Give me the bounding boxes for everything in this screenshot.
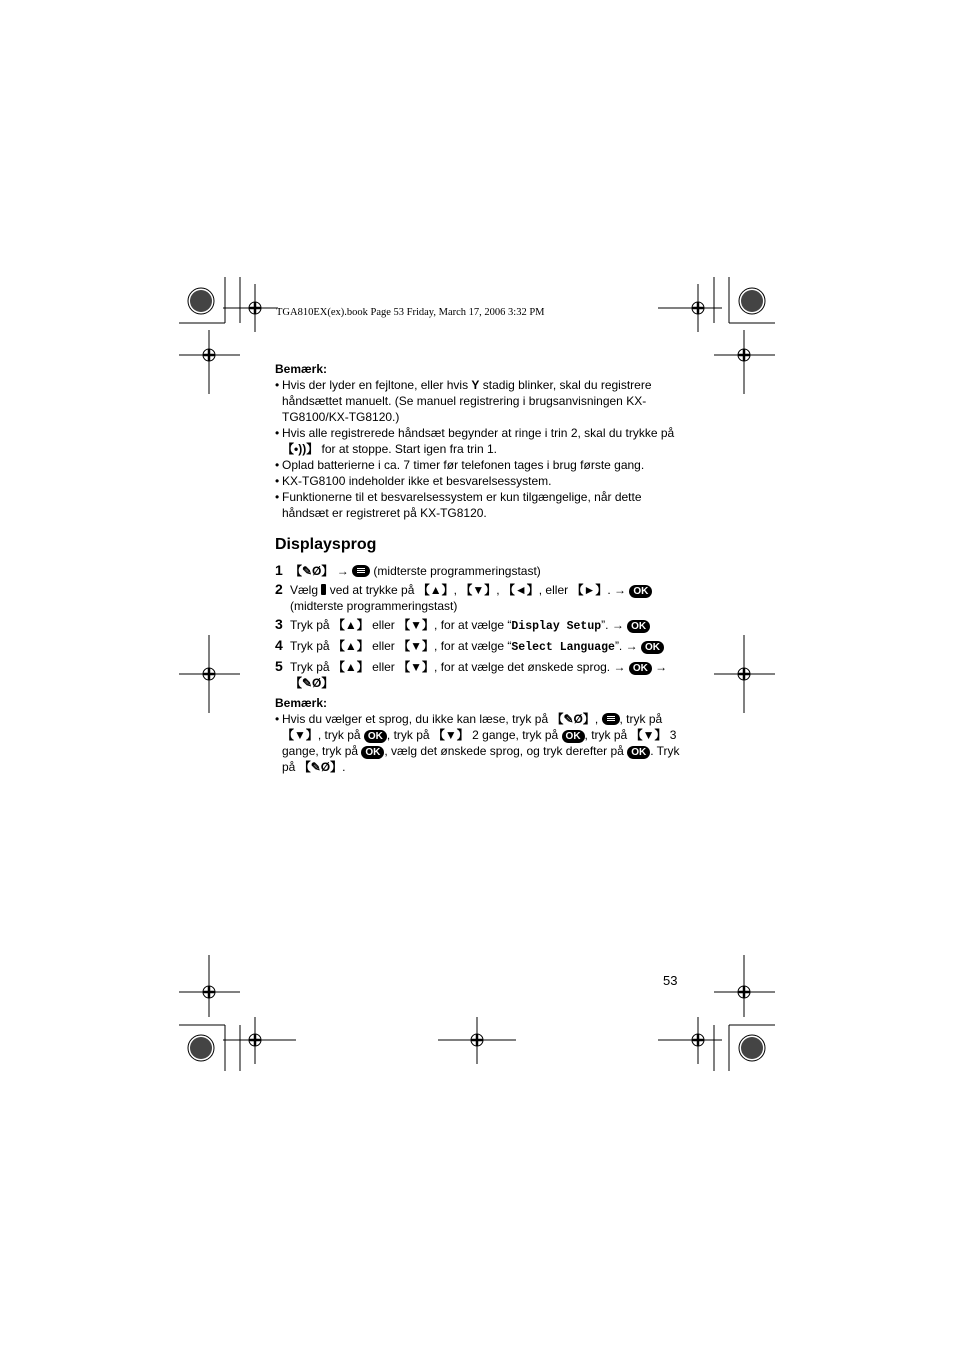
step-number: 1 bbox=[275, 562, 283, 578]
menu-key-icon: 【✎Ø】 bbox=[290, 676, 334, 690]
step-number: 2 bbox=[275, 581, 283, 597]
step-list bbox=[275, 563, 685, 691]
ok-icon: OK bbox=[641, 641, 664, 654]
step-item: 3 Tryk på 【▲】 eller 【▼】, for at vælge “Display Setup”. → OK bbox=[275, 617, 685, 635]
menu-key-icon: 【✎Ø】 bbox=[551, 712, 595, 726]
step-item: 2 Vælg ved at trykke på 【▲】, 【▼】, 【◄】, eller 【►】. → OK (midterste programmeringstast) bbox=[275, 582, 685, 614]
ok-icon: OK bbox=[627, 746, 650, 759]
step-number: 5 bbox=[275, 658, 283, 674]
arrow-icon: → bbox=[613, 660, 626, 674]
arrow-icon: → bbox=[625, 639, 638, 653]
up-key-icon: 【▲】 bbox=[332, 639, 369, 653]
note-title: Bemærk: bbox=[275, 362, 328, 376]
step-number: 3 bbox=[275, 616, 283, 632]
arrow-icon: → bbox=[611, 618, 624, 632]
down-key-icon: 【▼】 bbox=[432, 728, 469, 742]
page-content bbox=[275, 361, 685, 775]
note-list bbox=[275, 377, 685, 521]
list-item: • Hvis du vælger et sprog, du ikke kan læse, tryk på 【✎Ø】, , tryk på 【▼】, tryk på OK , tryk på 【▼】 2 gange, tryk på OK , tryk på 【▼】 3 gange, tryk på OK , vælg det ønskede sprog, og tryk derefter på OK . Tryk på 【✎Ø】. bbox=[275, 711, 685, 775]
menu-key-icon: 【✎Ø】 bbox=[290, 564, 334, 578]
arrow-icon: → bbox=[655, 660, 668, 674]
list-item: • Hvis der lyder en fejltone, eller hvis Y stadig blinker, skal du registrere håndsættet manuelt. (Se manuel registrering i brugsanvisningen KX-TG8100/KX-TG8120.) bbox=[275, 377, 685, 425]
note-title: Bemærk: bbox=[275, 696, 328, 710]
book-header: TGA810EX(ex).book Page 53 Friday, March 17, 2006 3:32 PM bbox=[276, 307, 545, 318]
ok-icon: OK bbox=[627, 620, 650, 633]
list-item: • Hvis alle registrerede håndsæt begynder at ringe i trin 2, skal du trykke på 【•))】 for at stoppe. Start igen fra trin 1. bbox=[275, 425, 685, 457]
section-title: Displaysprog bbox=[275, 536, 377, 553]
right-key-icon: 【►】 bbox=[571, 583, 608, 597]
menu-option: Select Language bbox=[511, 641, 615, 654]
menu-button-icon bbox=[602, 713, 620, 725]
ok-icon: OK bbox=[364, 730, 387, 743]
down-key-icon: 【▼】 bbox=[398, 639, 435, 653]
menu-button-icon bbox=[352, 565, 370, 577]
ok-icon: OK bbox=[361, 746, 384, 759]
up-key-icon: 【▲】 bbox=[417, 583, 454, 597]
left-key-icon: 【◄】 bbox=[502, 583, 539, 597]
down-key-icon: 【▼】 bbox=[630, 728, 667, 742]
up-key-icon: 【▲】 bbox=[332, 618, 369, 632]
ok-icon: OK bbox=[562, 730, 585, 743]
down-key-icon: 【▼】 bbox=[282, 728, 318, 742]
down-key-icon: 【▼】 bbox=[398, 618, 435, 632]
down-key-icon: 【▼】 bbox=[460, 583, 497, 597]
page-key-icon: 【•))】 bbox=[282, 442, 319, 456]
menu-key-icon: 【✎Ø】 bbox=[298, 760, 343, 774]
arrow-icon: → bbox=[614, 583, 627, 597]
list-item: • Oplad batterierne i ca. 7 timer før telefonen tages i brug første gang. bbox=[275, 457, 685, 473]
list-item: • Funktionerne til et besvarelsessystem er kun tilgængelige, når dette håndsæt er registreret på KX-TG8120. bbox=[275, 489, 685, 521]
list-item: • KX-TG8100 indeholder ikke et besvarelsessystem. bbox=[275, 473, 685, 489]
note-list bbox=[275, 711, 685, 775]
ok-icon: OK bbox=[629, 585, 652, 598]
step-item: 1 【✎Ø】 → (midterste programmeringstast) bbox=[275, 562, 541, 578]
menu-option: Display Setup bbox=[511, 620, 602, 633]
antenna-icon: Y bbox=[471, 378, 480, 392]
step-item: 5 Tryk på 【▲】 eller 【▼】, for at vælge det ønskede sprog. → OK → 【✎Ø】 bbox=[275, 658, 668, 690]
arrow-icon: → bbox=[336, 564, 349, 578]
step-number: 4 bbox=[275, 637, 283, 653]
ok-icon: OK bbox=[629, 662, 652, 675]
down-key-icon: 【▼】 bbox=[398, 660, 435, 674]
page-number: 53 bbox=[663, 973, 678, 988]
step-item: 4 Tryk på 【▲】 eller 【▼】, for at vælge “Select Language”. → OK bbox=[275, 638, 685, 656]
up-key-icon: 【▲】 bbox=[332, 660, 369, 674]
